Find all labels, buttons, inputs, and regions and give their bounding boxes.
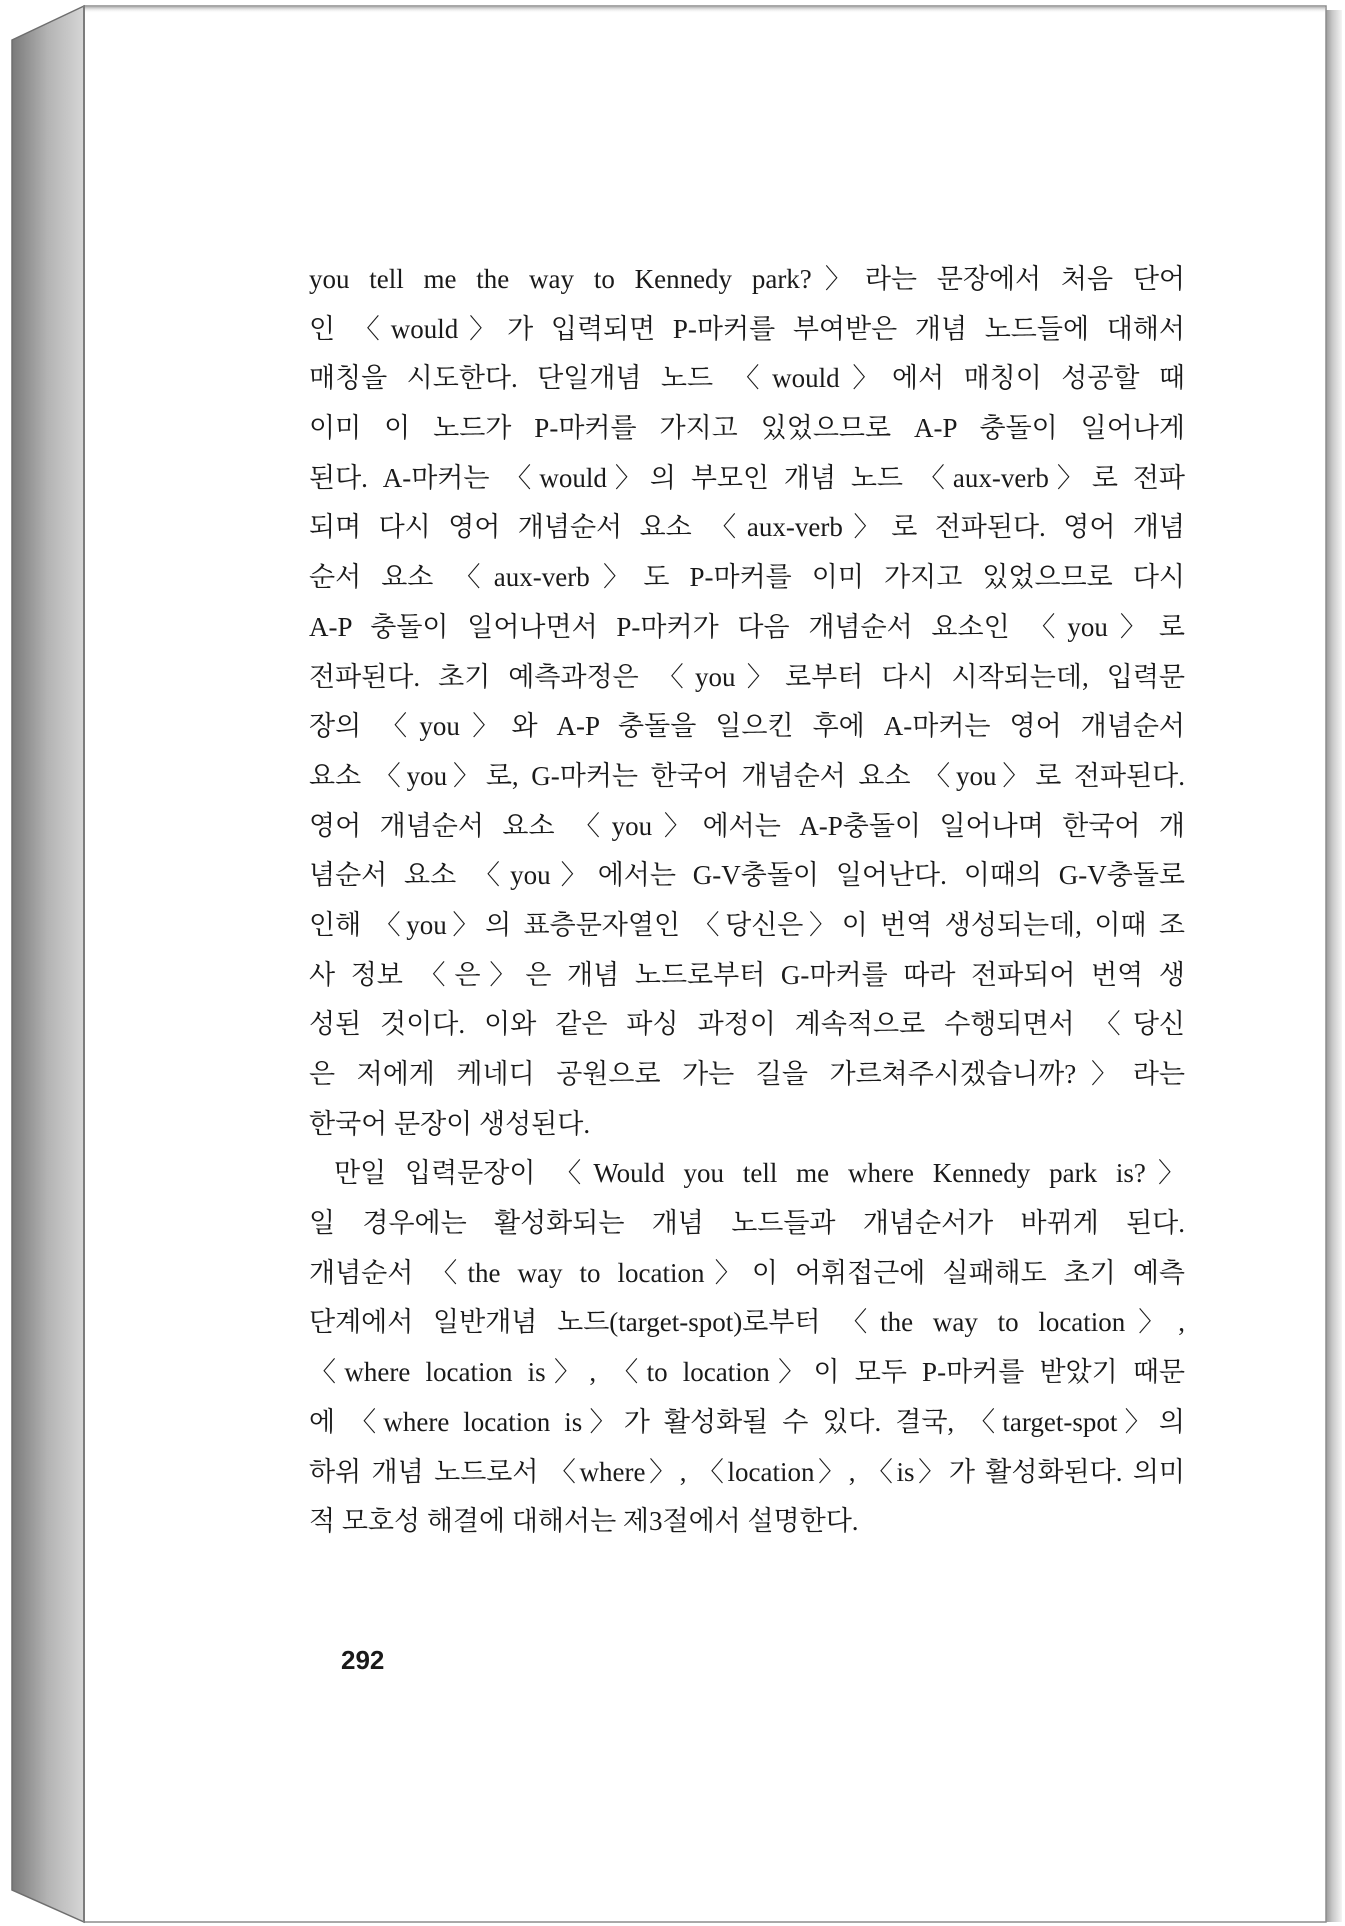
text-line: 한국어 문장이 생성된다. bbox=[309, 1108, 591, 1139]
text-line: 에 〈where location is〉가 활성화될 수 있다. 결국, 〈target-spot〉의 bbox=[309, 1406, 1185, 1437]
text-line: 사 정보 〈은〉은 개념 노드로부터 G-마커를 따라 전파되어 번역 생 bbox=[309, 959, 1185, 990]
text-line: 된다. A-마커는 〈would〉의 부모인 개념 노드 〈aux-verb〉로 전파 bbox=[309, 462, 1185, 493]
text-line: 순서 요소 〈aux-verb〉도 P-마커를 이미 가지고 있었으므로 다시 bbox=[309, 562, 1185, 593]
text-line: 성된 것이다. 이와 같은 파싱 과정이 계속적으로 수행되면서 〈당신 bbox=[309, 1009, 1185, 1040]
text-line: you tell me the way to Kennedy park?〉라는 문장에서 처음 단어 bbox=[309, 264, 1185, 294]
text-line: 개념순서 〈the way to location〉이 어휘접근에 실패해도 초기 예측 bbox=[309, 1257, 1185, 1288]
text-line: 〈where location is〉, 〈to location〉이 모두 P-마커를 받았기 때문 bbox=[309, 1357, 1185, 1388]
page-number: 292 bbox=[341, 1645, 385, 1675]
text-line: 이미 이 노드가 P-마커를 가지고 있었으므로 A-P 충돌이 일어나게 bbox=[309, 413, 1185, 444]
book-spine bbox=[12, 6, 84, 1922]
text-line: 하위 개념 노드로서 〈where〉, 〈location〉, 〈is〉가 활성화된다. 의미 bbox=[309, 1456, 1185, 1487]
text-line: 인해 〈you〉의 표층문자열인 〈당신은〉이 번역 생성되는데, 이때 조 bbox=[309, 909, 1185, 940]
text-line: 념순서 요소 〈you〉에서는 G-V충돌이 일어난다. 이때의 G-V충돌로 bbox=[309, 860, 1185, 891]
text-line: A-P 충돌이 일어나면서 P-마커가 다음 개념순서 요소인 〈you〉로 bbox=[309, 611, 1185, 642]
text-line: 적 모호성 해결에 대해서는 제3절에서 설명한다. bbox=[309, 1506, 859, 1537]
text-line: 일 경우에는 활성화되는 개념 노드들과 개념순서가 바뀌게 된다. bbox=[309, 1208, 1185, 1239]
page-right-shadow bbox=[1326, 10, 1342, 1922]
text-line: 단계에서 일반개념 노드(target-spot)로부터 〈the way to location〉, bbox=[309, 1307, 1185, 1338]
paragraph-1 bbox=[309, 255, 1185, 1149]
text-line: 매칭을 시도한다. 단일개념 노드 〈would〉에서 매칭이 성공할 때 bbox=[309, 363, 1185, 394]
body-text bbox=[309, 255, 1185, 1547]
text-line: 은 저에게 케네디 공원으로 가는 길을 가르쳐주시겠습니까?〉라는 bbox=[309, 1059, 1185, 1089]
text-line: 요소 〈you〉로, G-마커는 한국어 개념순서 요소 〈you〉로 전파된다. bbox=[309, 760, 1185, 791]
text-line: 영어 개념순서 요소 〈you〉에서는 A-P충돌이 일어나며 한국어 개 bbox=[309, 810, 1185, 841]
text-line: 되며 다시 영어 개념순서 요소 〈aux-verb〉로 전파된다. 영어 개념 bbox=[309, 512, 1185, 543]
text-line: 장의 〈you〉와 A-P 충돌을 일으킨 후에 A-마커는 영어 개념순서 bbox=[309, 711, 1185, 742]
page-top-shade bbox=[85, 7, 1325, 13]
text-line: 만일 입력문장이 〈Would you tell me where Kennedy park is?〉 bbox=[334, 1158, 1185, 1189]
text-line: 인 〈would〉가 입력되면 P-마커를 부여받은 개념 노드들에 대해서 bbox=[309, 313, 1185, 344]
paragraph-2 bbox=[309, 1149, 1185, 1547]
text-line: 전파된다. 초기 예측과정은 〈you〉로부터 다시 시작되는데, 입력문 bbox=[309, 661, 1185, 692]
